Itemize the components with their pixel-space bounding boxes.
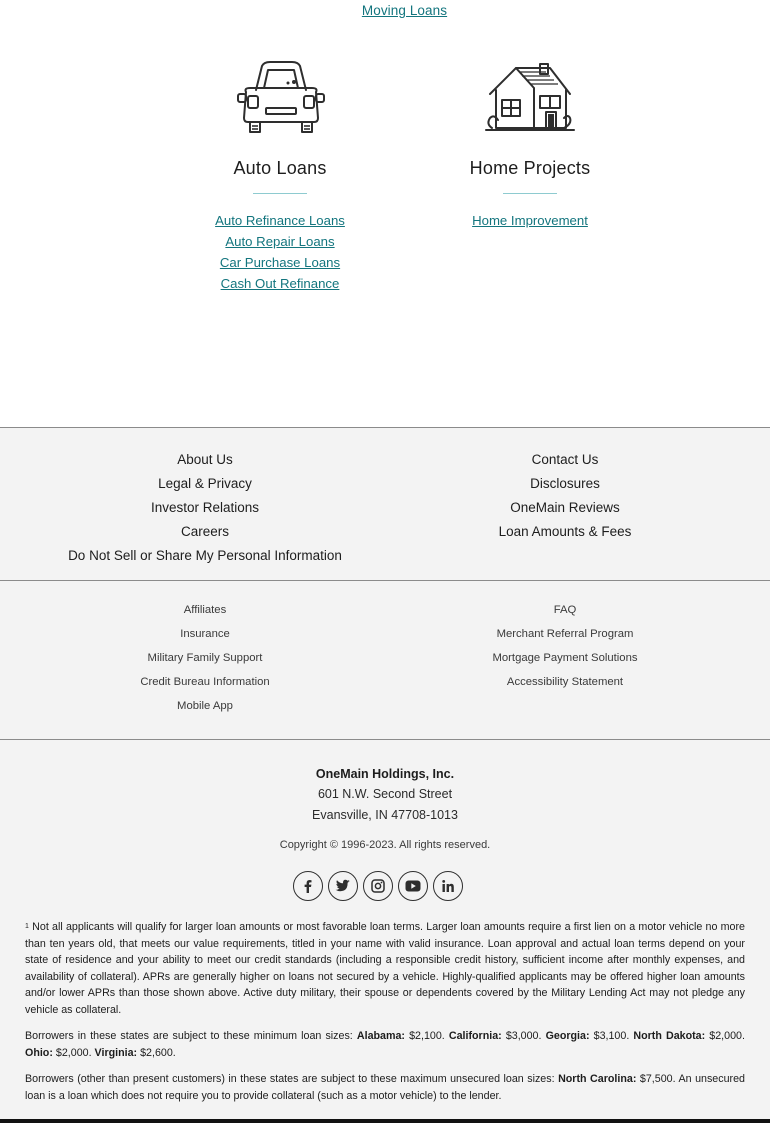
state-name: Ohio: — [25, 1046, 53, 1059]
state-name: Georgia: — [545, 1030, 590, 1042]
footer-legal — [0, 740, 770, 1123]
state-name: Virginia: — [94, 1046, 138, 1059]
facebook-icon[interactable] — [293, 871, 323, 901]
footer-primary-nav — [0, 427, 770, 581]
company-name: OneMain Holdings, Inc. — [315, 767, 455, 781]
affiliates-link[interactable]: Affiliates — [183, 604, 227, 616]
bottom-edge-bar — [0, 1119, 770, 1123]
footer-secondary-right — [390, 598, 740, 694]
instagram-icon[interactable] — [363, 871, 393, 901]
state-amount: $2,100. — [409, 1030, 445, 1042]
mortgage-payment-solutions-link[interactable]: Mortgage Payment Solutions — [492, 652, 638, 664]
onemain-reviews-link[interactable]: OneMain Reviews — [510, 500, 620, 515]
car-icon — [234, 58, 326, 136]
accessibility-statement-link[interactable]: Accessibility Statement — [506, 676, 624, 688]
disclosure-1-text: Not all applicants will qualify for larger loan amounts or most favorable loan terms. Larger loan amounts require a first lien on a motor vehicle no more than ten years old, that meets our value requirements, titled in your name with valid insurance. Loan approval and actual loan terms depend on your state of residence and your ability to meet our credit standards (including a responsible credit history, sufficient income after monthly expenses, and availability of collateral). APRs are generally higher on loans not secured by a vehicle. Highly-qualified applicants may be offered higher loan amounts and/or lower APRs than those shown above. Active duty military, their spouse or dependents covered by the Military Lending Act may not pledge any vehicle as collateral. — [25, 921, 745, 1016]
careers-link[interactable]: Careers — [180, 524, 229, 539]
credit-bureau-information-link[interactable]: Credit Bureau Information — [140, 676, 270, 688]
category-links — [405, 210, 655, 231]
state-name: North Dakota: — [633, 1030, 706, 1042]
state-amount: $3,000. — [505, 1030, 542, 1042]
category-title: Home Projects — [469, 158, 591, 178]
footer-primary-right — [390, 448, 740, 544]
footnote-marker: 1 — [25, 923, 29, 930]
loan-amounts-fees-link[interactable]: Loan Amounts & Fees — [498, 524, 632, 539]
state-amount: $3,100. — [593, 1030, 630, 1042]
auto-repair-loans-link[interactable]: Auto Repair Loans — [225, 234, 335, 249]
company-address-line1: 601 N.W. Second Street — [317, 787, 453, 801]
footer-secondary-nav — [0, 581, 770, 740]
state-name: North Carolina: — [558, 1073, 637, 1085]
legal-privacy-link[interactable]: Legal & Privacy — [158, 476, 252, 491]
home-improvement-link[interactable]: Home Improvement — [472, 213, 588, 228]
disclosure-max-unsecured — [25, 1071, 745, 1104]
disclosures-link[interactable]: Disclosures — [530, 476, 600, 491]
disclosure-1 — [25, 919, 745, 1019]
insurance-link[interactable]: Insurance — [180, 628, 230, 640]
copyright: Copyright © 1996-2023. All rights reserved. — [279, 839, 491, 851]
footer-primary-left — [30, 448, 380, 568]
state-name: California: — [448, 1030, 502, 1042]
cash-out-refinance-link[interactable]: Cash Out Refinance — [220, 276, 340, 291]
state-name: Alabama: — [356, 1030, 405, 1042]
military-family-support-link[interactable]: Military Family Support — [147, 652, 263, 664]
category-title: Auto Loans — [233, 158, 327, 178]
twitter-icon[interactable] — [328, 871, 358, 901]
social-links — [293, 871, 463, 901]
state-amount: $7,500. — [639, 1073, 676, 1085]
house-icon — [484, 58, 576, 136]
moving-loans-link[interactable]: Moving Loans — [361, 3, 448, 18]
faq-link[interactable]: FAQ — [553, 604, 577, 616]
company-address-line2: Evansville, IN 47708-1013 — [312, 807, 458, 822]
divider — [253, 193, 307, 194]
linkedin-icon[interactable] — [433, 871, 463, 901]
youtube-icon[interactable] — [398, 871, 428, 901]
footer-secondary-left — [30, 598, 380, 718]
investor-relations-link[interactable]: Investor Relations — [150, 500, 260, 515]
category-links — [155, 210, 405, 294]
mobile-app-link[interactable]: Mobile App — [177, 700, 233, 712]
state-amount: $2,600. — [140, 1046, 176, 1059]
max-unsecured-rest: An unsecured loan is a loan which does not require you to provide collateral (such as a motor vehicle) to the lender. — [25, 1073, 745, 1102]
about-us-link[interactable]: About Us — [177, 452, 233, 467]
contact-us-link[interactable]: Contact Us — [531, 452, 599, 467]
divider — [503, 193, 557, 194]
max-unsecured-intro: Borrowers (other than present customers) in these states are subject to these maximum unsecured loan sizes: — [25, 1073, 555, 1085]
min-loan-intro: Borrowers in these states are subject to these minimum loan sizes: — [25, 1030, 353, 1042]
do-not-sell-link[interactable]: Do Not Sell or Share My Personal Information — [68, 548, 342, 563]
car-purchase-loans-link[interactable]: Car Purchase Loans — [219, 255, 341, 270]
disclosure-min-loan — [25, 1028, 745, 1061]
top-link-row — [0, 3, 770, 18]
auto-refinance-loans-link[interactable]: Auto Refinance Loans — [215, 213, 345, 228]
company-info — [0, 764, 770, 825]
state-amount: $2,000. — [709, 1030, 745, 1042]
category-home-projects — [405, 58, 655, 231]
merchant-referral-program-link[interactable]: Merchant Referral Program — [496, 628, 634, 640]
category-auto-loans — [155, 58, 405, 294]
state-amount: $2,000. — [55, 1046, 92, 1059]
